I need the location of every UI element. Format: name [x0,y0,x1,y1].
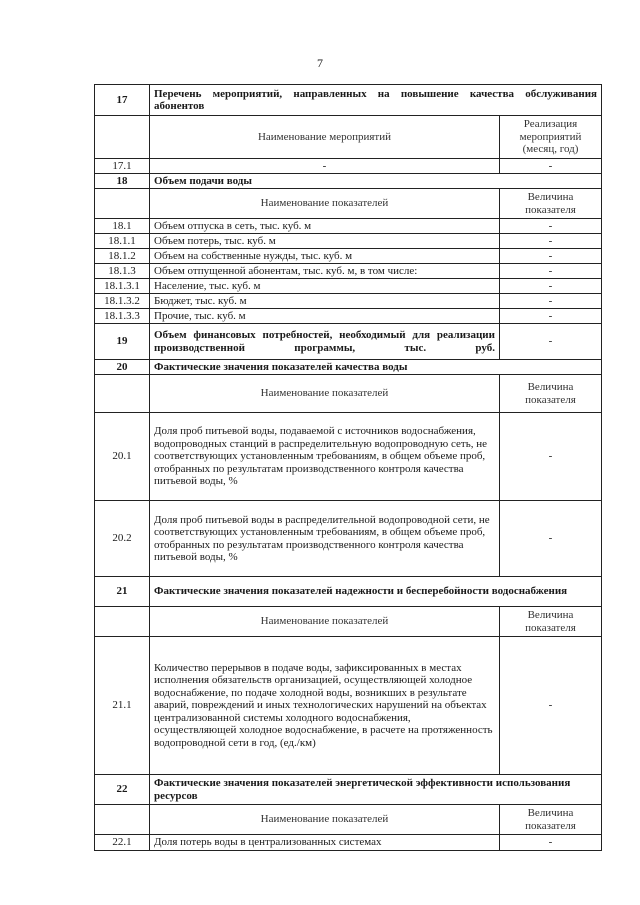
table-row [95,501,602,577]
production-program-table [94,84,602,851]
row-value: - [499,637,601,775]
row-name: Прочие, тыс. куб. м [150,309,500,324]
section-18-header [95,174,602,189]
table-row [95,159,602,174]
column-header-name: Наименование мероприятий [150,116,500,159]
row-value: - [499,294,601,309]
row-number: 22.1 [95,835,150,851]
section-number: 22 [95,775,150,805]
table-row [95,835,602,851]
column-header-row [95,607,602,637]
column-header-name: Наименование показателей [150,375,500,413]
section-title: Фактические значения показателей надежности и бесперебойности водоснабжения [150,577,602,607]
row-name: Доля проб питьевой воды, подаваемой с источников водоснабжения, водопроводных станций в распределительную водопроводную сеть, не соответствующих установленным требованиям, в общем объеме проб, отобранных по результатам производственного контроля качества питьевой воды, % [150,413,500,501]
section-title: Объем подачи воды [150,174,602,189]
row-number: 18.1.3.1 [95,279,150,294]
row-number: 18.1.3.3 [95,309,150,324]
column-header-row [95,375,602,413]
section-19-row [95,324,602,360]
column-header-name: Наименование показателей [150,805,500,835]
table-row [95,309,602,324]
column-header-row [95,116,602,159]
column-header-value: Величина показателя [499,607,601,637]
column-header-name: Наименование показателей [150,607,500,637]
row-name: Количество перерывов в подаче воды, зафиксированных в местах исполнения обязательств организацией, осуществляющей холодное водоснабжение, по подаче холодной воды, возникших в результате аварий, повреждений и иных технологических нарушений на объектах централизованной системы холодного водоснабжения, осуществляющей холодное водоснабжение, в расчете на протяженность водопроводной сети в год, (ед./км) [150,637,500,775]
row-value: - [499,264,601,279]
row-name: Бюджет, тыс. куб. м [150,294,500,309]
column-header-value: Реализация мероприятий (месяц, год) [499,116,601,159]
row-value: - [499,835,601,851]
row-number: 18.1.3 [95,264,150,279]
row-value: - [499,279,601,294]
table-row [95,264,602,279]
section-number: 21 [95,577,150,607]
table-row [95,249,602,264]
row-value: - [499,501,601,577]
section-number: 20 [95,360,150,375]
row-value: - [499,324,601,360]
section-17-header [95,85,602,116]
column-header-value: Величина показателя [499,189,601,219]
row-value: - [499,234,601,249]
section-number: 19 [95,324,150,360]
row-number: 18.1 [95,219,150,234]
row-name: Доля потерь воды в централизованных системах [150,835,500,851]
section-number: 17 [95,85,150,116]
table-row [95,637,602,775]
row-number: 18.1.3.2 [95,294,150,309]
row-value: - [499,159,601,174]
section-title: Фактические значения показателей энергетической эффективности использования ресурсов [150,775,602,805]
page-number: 7 [317,56,323,70]
section-number: 18 [95,174,150,189]
row-name: Доля проб питьевой воды в распределительной водопроводной сети, не соответствующих установленным требованиям, в общем объеме проб, отобранных по результатам производственного контроля качества питьевой воды, % [150,501,500,577]
section-20-header [95,360,602,375]
row-name: Объем потерь, тыс. куб. м [150,234,500,249]
section-21-header [95,577,602,607]
table-row [95,413,602,501]
row-name: Объем отпуска в сеть, тыс. куб. м [150,219,500,234]
row-value: - [499,219,601,234]
row-number: 18.1.2 [95,249,150,264]
section-title: Объем финансовых потребностей, необходимый для реализации производственной программы, тыс. руб. [150,324,500,360]
row-number: 20.2 [95,501,150,577]
section-title: Перечень мероприятий, направленных на повышение качества обслуживания абонентов [150,85,602,116]
row-number: 18.1.1 [95,234,150,249]
row-number: 17.1 [95,159,150,174]
column-header-row [95,805,602,835]
column-header-value: Величина показателя [499,375,601,413]
row-name: Объем отпущенной абонентам, тыс. куб. м, в том числе: [150,264,500,279]
row-value: - [499,309,601,324]
table-row [95,294,602,309]
row-number: 20.1 [95,413,150,501]
row-name: Объем на собственные нужды, тыс. куб. м [150,249,500,264]
row-name: - [150,159,500,174]
column-header-row [95,189,602,219]
table-row [95,279,602,294]
column-header-value: Величина показателя [499,805,601,835]
row-name: Население, тыс. куб. м [150,279,500,294]
row-value: - [499,413,601,501]
section-22-header [95,775,602,805]
table-row [95,219,602,234]
section-title: Фактические значения показателей качества воды [150,360,602,375]
table-row [95,234,602,249]
row-number: 21.1 [95,637,150,775]
column-header-name: Наименование показателей [150,189,500,219]
row-value: - [499,249,601,264]
